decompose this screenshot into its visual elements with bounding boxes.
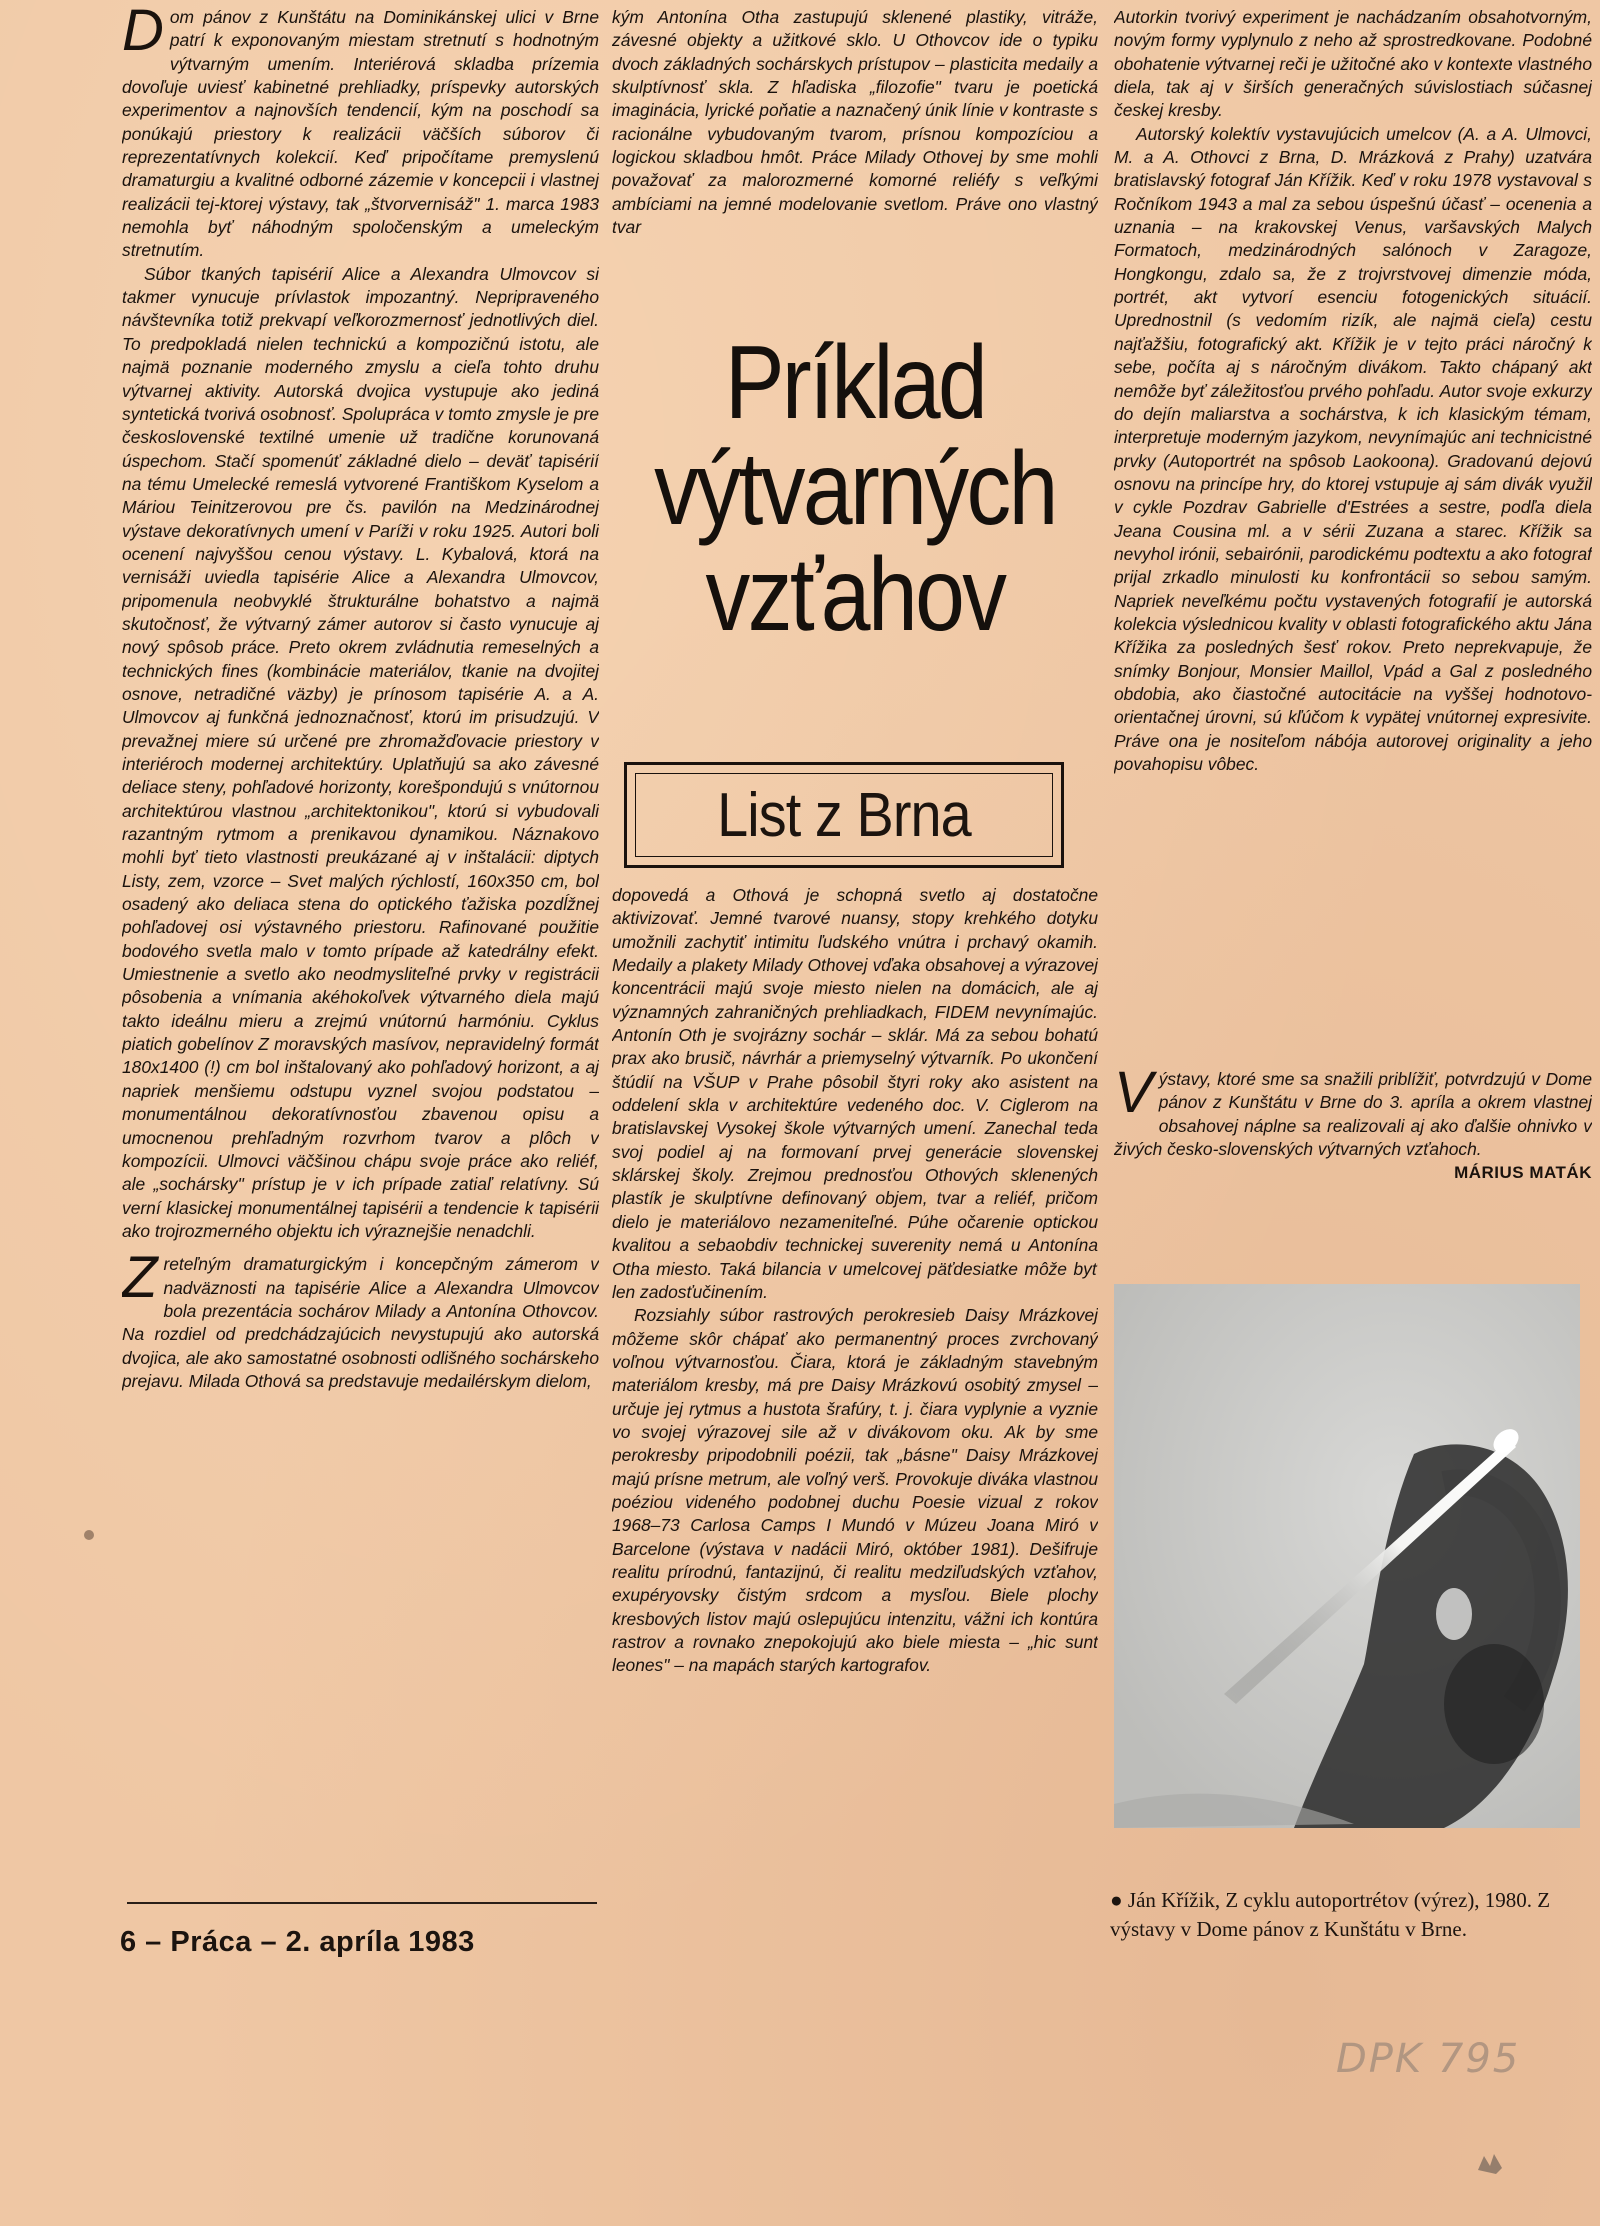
paragraph: dopovedá a Othová je schopná svetlo aj dostatočne aktivizovať. Jemné tvarové nuansy, stopy krehkého dotyku umožnili zachytiť intimitu ľudského vnútra i prchavý okamih. Medaily a plakety Milady Othovej vďaka obsahovej a výrazovej koncentrácii majú svoje miesto nielen na domácich, ale aj významných zahraničných prehliadkach, FIDEM nevynímajúc. Antonín Oth je svojrázny sochár – sklár. Má za sebou bohatú prax ako brusič, návrhár a priemyselný výtvarník. Po ukončení štúdií na VŠUP v Prahe pôsobil štyri roky ako asistent na oddelení skla v architektúre vedeného doc. V. Ciglerom na bratislavskej Vysokej škole výtvarných umení. Zanechal teda svoj podiel aj na formovaní prvej generácie slovenskej sklárskej školy. Zrejmou prednosťou Othových sklenených plastík je skulptívne definovaný objem, tvar a reliéf, pričom dielo je materiálovo nezameniteľné. Púhe očarenie optickou kvalitou a sebaobdiv technickej suverenity nemá u Antonína Otha miesto. Taká bilancia v umelcovej päťdesiatke môže byť len zadosťučinením. [612, 885, 1098, 1302]
paragraph-text: om pánov z Kunštátu na Dominikánskej ulici v Brne patrí k exponovaným miestam stretnutí s hodnotným výtvarným umením. Interiérová skladba prízemia dovoľuje uviesť kabinetné prehliadky, príspevky autorských experimentov a najnovších tendencií, kým na poschodí sa ponúkajú priestory k realizácii väčších súborov či reprezentatívnych kolekcií. Keď pripočítame premyslenú dramaturgiu a kvalitné odborné zázemie v koncepcii i vlastnej realizácii tej-ktorej výstavy, tak „štvorvernisáž" 1. marca 1983 nemohla byť náhodným spoločenským a umeleckým stretnutím. [122, 7, 599, 261]
subhead-box [624, 762, 1064, 868]
author-byline: MÁRIUS MATÁK [1454, 1163, 1592, 1183]
paragraph: Autorský kolektív vystavujúcich umelcov (A. a A. Ulmovci, M. a A. Othovci z Brna, D. Mrázková z Prahy) uzatvára bratislavský fotograf Ján Křížik. Keď v roku 1978 vystavoval s Ročníkom 1943 a mal za sebou úspešnú účasť – ocenenia a uznania – na krakovskej Venus, varšavských Malych Formatoch, medzinárodných salónoch v Zaragoze, Hongkongu, zdalo sa, že z trojvrstvovej dimenzie móda, portrét, akt vytvorí esenciu fotogenických situácií. Uprednostnil (s vedomím rizík, ale najmä cieľa) cestu najťažšiu, fotografický akt. Křížik je v tejto práci náročný k sebe, počíta aj s náročným divákom. Takto chápaný akt nemôže byť záležitosťou prvého pohľadu. Autor svoje exkurzy do dejín maliarstva a sochárstva, k ich klasickým témam, interpretuje moderným jazykom, nevynímajúc ani technicistné prvky (Autoportrét na spôsob Laokoona). Gradovanú dejovú osnovu na princípe hry, do ktorej vstupuje aj sám divák využil v cykle Pozdrav Gabrielle d'Estrées a sestre, podľa diela Jeana Cousina ml. a v sérii Zuzana a starec. Křížik sa nevyhol irónii, sebairónii, parodickému podtextu a ako fotograf prijal zrkadlo minulosti ku konfrontácii so sebou samým. Napriek neveľkému počtu vystavených fotografií je autorská kolekcia výslednicou kvality v oblasti fotografického aktu Jána Křížika za posledných šesť rokov. Preto neprekvapuje, že snímky Bonjour, Monsier Maillol, Vpád a Gal z posledného obdobia, ako čiastočné autocitácie na vyššej hodnotovo-orientačnej úrovni, sú kľúčom k vypätej vnútornej expresivite. Práve ona je nositeľom nábója autorovej originality a jeho povahopisu vôbec. [1114, 123, 1592, 774]
page-footer: 6 – Práca – 2. apríla 1983 [120, 1926, 475, 1958]
article-conclusion [1114, 1068, 1592, 1218]
headline-line: Príklad [724, 325, 986, 441]
paragraph [122, 1245, 599, 1393]
headline-line: vzťahov [705, 537, 1005, 653]
paragraph-text: ýstavy, ktoré sme sa snažili priblížiť, potvrdzujú v Dome pánov z Kunštátu v Brne do 3. apríla a okrem vlastnej obsahovej náplne sa realizovali aj ako ďalšie ohnivko v živých česko-slovenských výtvarných vzťahoch. [1114, 1069, 1592, 1160]
paragraph: Rozsiahly súbor rastrových perokresieb Daisy Mrázkovej môžeme skôr chápať ako permanentný proces zvrchovaný voľnou výtvarnosťou. Čiara, ktorá je základným stavebným materiálom kresby, má pre Daisy Mrázkovú osobitý zmysel – určuje jej rytmus a hustota šrafúry, t. j. čiara vyplynie a vyznie vo svojej výrazovej sile až v divákovom oku. Ak by sme perokresby pripodobnili poézii, tak „básne" Daisy Mrázkovej majú prísne metrum, ale voľný verš. Provokuje diváka vlastnou poéziou videného podobnej duchu Poesie vizual z rokov 1968–73 Carlosa Camps I Mundó v Múzeu Joana Miró v Barcelone (výstava v nadácii Miró, október 1981). Dešifruje realitu prírodnú, fantazijnú, či realitu medziľudských vzťahov, exupéryovsky čistým srdcom a mysľou. Biele plochy kresbových listov majú oslepujúcu intenzitu, vážni ich kontúra rastrov a rovnako znepokojujú ako biele miesta – „hic sunt leones" – na mapách starých kartografov. [612, 1305, 1098, 1676]
article-column-1 [122, 6, 599, 1656]
article-column-2-bottom [612, 884, 1098, 1974]
photo-illustration [1114, 1284, 1580, 1828]
subhead-frame [635, 773, 1053, 857]
photo-caption: ● Ján Křížik, Z cyklu autoportrétov (výrez), 1980. Z výstavy v Dome pánov z Kunštátu v Brne. [1110, 1888, 1551, 1941]
paragraph [122, 6, 599, 263]
photo-image [1114, 1284, 1580, 1828]
subhead: List z Brna [717, 780, 971, 850]
article-column-2-top [612, 6, 1098, 306]
paragraph: Súbor tkaných tapisérií Alice a Alexandra Ulmovcov si takmer vynucuje prívlastok impozantný. Nepripraveného návštevníka totiž prekvapí veľkorozmernosť jednotlivých diel. To predpokladá nielen technickú a kompozičnú istotu, ale najmä poznanie moderného zmyslu a cieľa tohto druhu výtvarnej aktivity. Autorská dvojica vystupuje ako jediná syntetická tvorivá osobnosť. Spolupráca v tomto zmysle je pre československé textilné umenie už tradične korunovaná úspechom. Stačí spomenúť základné dielo – deväť tapisérií na tému Umelecké remeslá vytvorené Františkom Kyselom a Máriou Teinitzerovou pre čs. pavilón na Medzinárodnej výstave dekoratívnych umení v Paríži v roku 1925. Autori boli ocenení najvyššou cenou výstavy. L. Kybalová, ktorá na vernisáži uviedla tapisérie Alice a Alexandra Ulmovcov, pripomenula neobvyklé štrukturálne bohatstvo a najmä skutočnosť, že výtvarný zámer autorov si často vynucuje aj nový spôsob práce. Preto okrem zvládnutia remeselných a technických fines (kombinácie materiálov, tkanie na dvojitej osnove, netradičné väzby) je prínosom tapisérie A. a A. Ulmovcov aj funkčná jednoznačnosť, ktorú im prisudzujú. V prevažnej miere sú určené pre zhromažďovacie priestory v interiéroch modernej architektúry. Uplatňujú sa ako závesné deliace steny, pohľadové horizonty, korešpondujú s vnútornou architektúrou vlastnou „architektonikou", ktorú si vybudovali razantným rytmom a prenikavou dynamikou. Náznakovo mohli byť tieto vlastnosti preukázané aj v inštalácii: diptych Listy, zem, vzorce – Svet malých rýchlostí, 160x350 cm, bol osadený ako deliaca stena do optického ťažiska pozdĺžnej pohľadovej osi výstavného priestoru. Rafinované použitie bodového svetla malo v tomto prípade až katedrálny efekt. Umiestnenie a svetlo ako neodmysliteľné prvky v registrácii pôsobenia a vnímania akéhokoľvek výtvarného diela majú takto ideálnu mieru a zrejmú vnútornú harmóniu. Cyklus piatich gobelínov Z moravských masívov, nepravidelný formát 180x1400 (!) cm bol inštalovaný ako pohľadový horizont, a aj napriek menšiemu odstupu vyznel svojou podstatou – monumentálnou dekoratívnosťou zbavenou opisu a umocnenou prehľadným rozvrhom tvarov a plôch v kompozícii. Ulmovci väčšinou chápu svoje práce ako reliéf, ale „sochársky" prístup je v ich prípade zatiaľ relatívny. Sú verní klasickej monumentálnej tapisérii a tendencie k tapisérii ako trojrozmerného objektu ich výraznejšie nenadchli. [122, 263, 599, 1241]
ink-spot [84, 1530, 94, 1540]
paragraph-text: reteľným dramaturgickým i koncepčným zámerom v nadväznosti na tapisérie Alice a Alexandra Ulmovcov bola prezentácia sochárov Milady a Antonína Othovcov. Na rozdiel od predchádzajúcich nevystupujú ako autorská dvojica, ale ako samostatné osobnosti odlišného sochárskeho prejavu. Milada Othová sa predstavuje medailérskym dielom, [122, 1254, 599, 1391]
article-column-3 [1114, 6, 1592, 1052]
headline [646, 325, 1064, 653]
footer-rule [127, 1902, 597, 1904]
drop-cap: D [122, 6, 164, 63]
paragraph [1114, 1068, 1592, 1161]
drop-cap: Z [122, 1245, 158, 1311]
paragraph: Autorkin tvorivý experiment je nachádzaním obsahotvorným, novým formy vyplynulo z neho až sprostredkovane. Podobné obohatenie výtvarnej reči je užitočné ako v kontexte vlastného diela, tak aj v širších generačných súvislostiach súčasnej českej kresby. [1114, 7, 1592, 121]
paper-stamp-icon [1474, 2150, 1508, 2178]
drop-cap: V [1114, 1068, 1153, 1125]
paragraph: kým Antonína Otha zastupujú sklenené plastiky, vitráže, závesné objekty a užitkové sklo. U Othovcov ide o typiku dvoch základných sochárskych prístupov – plasticita medaily a skulptívnosť skla. Z hľadiska „filozofie" tvaru je poetická imaginácia, lyrické poňatie a naznačený únik línie v kontraste s racionálne vybudovaným tvarom, prísnou kompozíciou a logickou skladbou hmôt. Práce Milady Othovej by sme mohli považovať za malorozmerné komorné reliéfy s veľkými ambíciami na jemné modelovanie svetlom. Práve ono vlastný tvar [612, 7, 1098, 238]
archive-note: DPK 795 [1336, 2036, 1521, 2082]
headline-line: výtvarných [654, 431, 1056, 547]
